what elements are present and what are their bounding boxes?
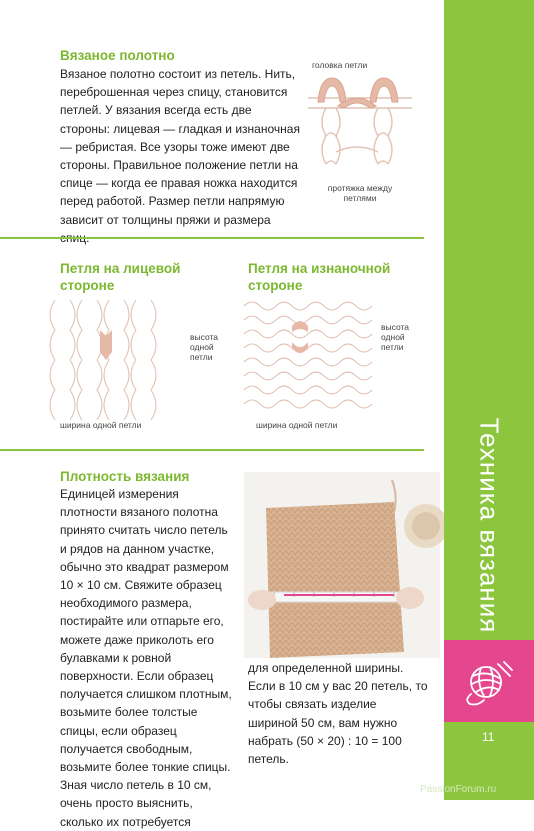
page-number: 11 xyxy=(444,722,534,752)
yarn-ball-icon xyxy=(462,656,516,706)
gauge-text-continued: для определенной ширины. Если в 10 см у вас 20 петель, то чтобы связать изделие шириной 50 см, вам нужно набрать (50 × 20) : 10 = 100 петель. xyxy=(248,661,428,767)
sidebar xyxy=(444,0,534,800)
knitted-fabric-text: Вязаное полотно состоит из петель. Нить, переброшенная через спицу, становится петлей. У вязания всегда есть две стороны: лицевая — гладкая и изнаночная — ребристая. Все узоры тоже имеют две стороны. Правильное положение петли на спице — когда ее правая ножка находится перед работой. Размер петли напрямую зависит от толщины пряжи и размера xyxy=(60,67,300,227)
sidebar-icon-box xyxy=(444,640,534,722)
purl-height-label: высота одной петли xyxy=(381,322,410,352)
gauge-swatch-photo xyxy=(244,472,440,658)
knitted-fabric-heading: Вязаное полотно xyxy=(60,48,175,63)
loop-head-label: головка петли xyxy=(312,60,368,70)
purl-width-label: ширина одной петли xyxy=(256,420,338,430)
divider-1 xyxy=(0,237,424,239)
face-width-label: ширина одной петли xyxy=(60,420,142,430)
stretch-between-loops-label: протяжка между петлями xyxy=(327,183,393,203)
gauge-text: Единицей измерения плотности вязаного полотна принято считать число петель и рядов на данном участке, обычно это квадрат размером 10 × 10 см. Свяжите образец необходимого размера, постирайте или отпарьте его, можете даже приколоть его булавками к ровной поверхности. Если образец получается слишком плотным, возьмите более толстые спицы, если образец получается свободным, возьмите более тонкие спицы. Зная число петель в 10 см, очень просто выяснить, сколько их потребуется xyxy=(60,487,232,829)
loop-structure-diagram xyxy=(308,72,418,182)
section-knitted-fabric xyxy=(0,0,440,240)
face-loop-heading: Петля на лицевой стороне xyxy=(60,261,181,293)
watermark: PassionForum.ru xyxy=(420,784,497,795)
purl-loop-heading: Петля на изнаночной стороне xyxy=(248,261,391,293)
section-loops xyxy=(0,240,440,450)
gauge-heading: Плотность вязания xyxy=(60,469,190,484)
face-side-diagram xyxy=(40,300,170,420)
purl-side-diagram xyxy=(244,298,374,418)
section-gauge xyxy=(0,452,440,829)
sidebar-title: Техника вязания xyxy=(474,417,505,633)
face-height-label: высота одной петли xyxy=(190,332,219,362)
divider-2 xyxy=(0,449,424,451)
